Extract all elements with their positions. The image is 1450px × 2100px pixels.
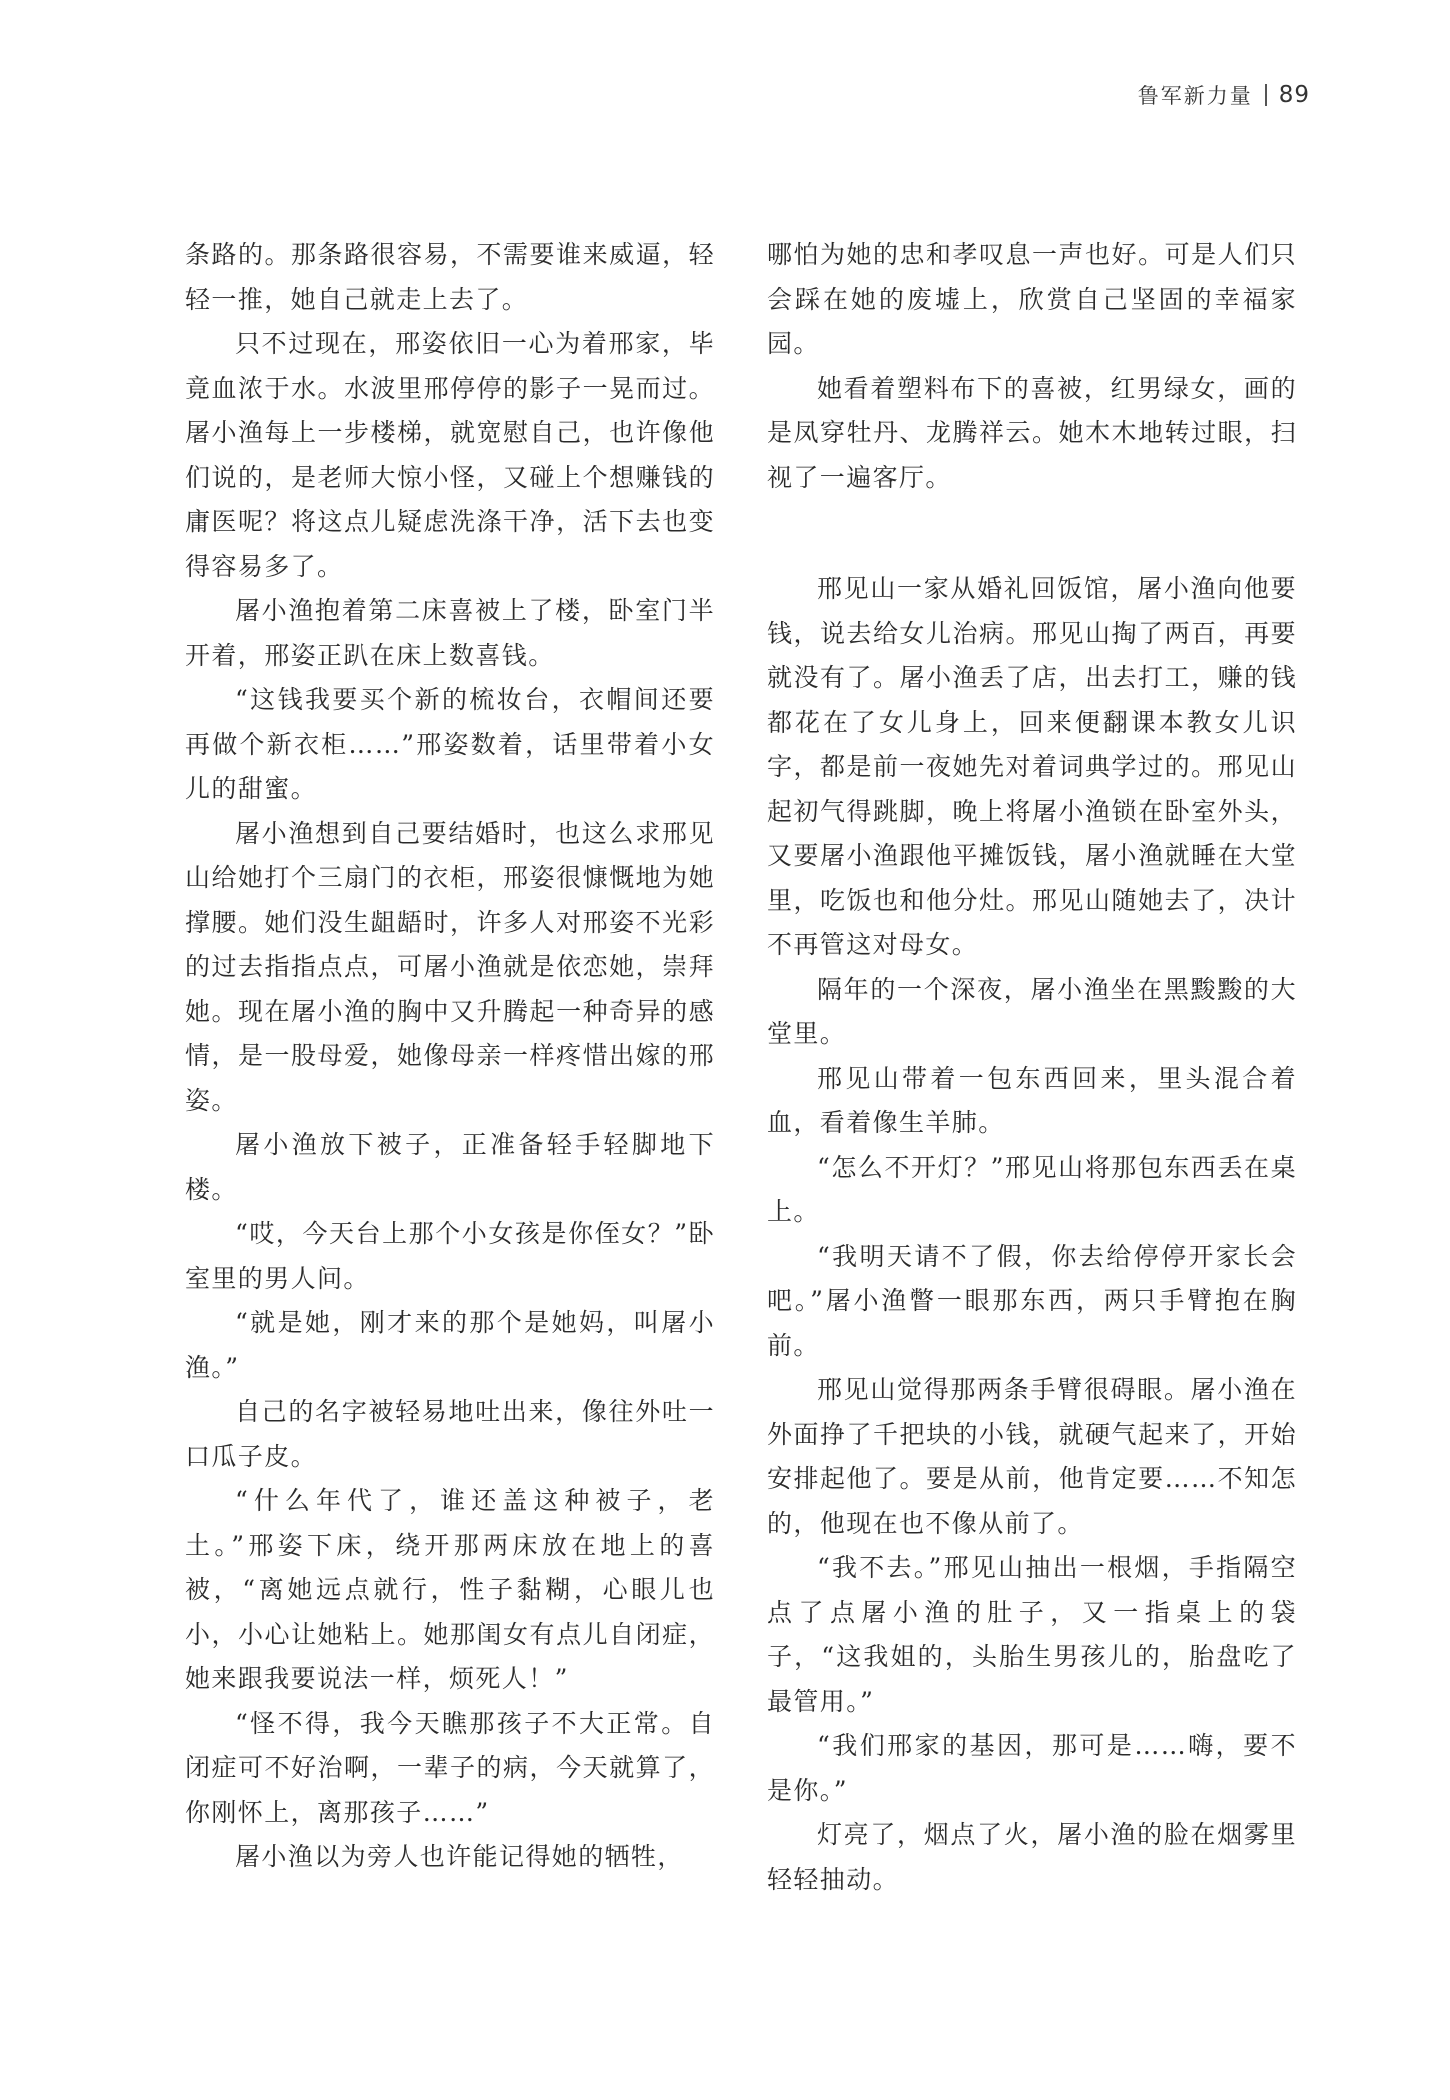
- paragraph: “哎，今天台上那个小女孩是你侄女？”卧室里的男人问。: [185, 1219, 715, 1293]
- right-text-column: [767, 233, 1297, 1902]
- section-break: [767, 500, 1297, 567]
- paragraph: “什么年代了，谁还盖这种被子，老土。”邢姿下床，绕开那两床放在地上的喜被，“离她远点就行，性子黏糊，心眼儿也小，小心让她粘上。她那闺女有点儿自闭症，她来跟我要说法一样，烦死人！”: [185, 1486, 715, 1693]
- paragraph: “怎么不开灯？”邢见山将那包东西丢在桌上。: [767, 1152, 1297, 1226]
- paragraph: “这钱我要买个新的梳妆台，衣帽间还要再做个新衣柜……”邢姿数着，话里带着小女儿的甜蜜。: [185, 685, 715, 803]
- paragraph: 条路的。那条路很容易，不需要谁来威逼，轻轻一推，她自己就走上去了。: [185, 240, 715, 314]
- paragraph: 屠小渔抱着第二床喜被上了楼，卧室门半开着，邢姿正趴在床上数喜钱。: [185, 596, 715, 670]
- paragraph: 自己的名字被轻易地吐出来，像往外吐一口瓜子皮。: [185, 1397, 715, 1471]
- paragraph: “我不去。”邢见山抽出一根烟，手指隔空点了点屠小渔的肚子，又一指桌上的袋子，“这我姐的，头胎生男孩儿的，胎盘吃了最管用。”: [767, 1553, 1297, 1716]
- paragraph: 屠小渔以为旁人也许能记得她的牺牲，: [235, 1842, 684, 1871]
- paragraph: “怪不得，我今天瞧那孩子不大正常。自闭症可不好治啊，一辈子的病，今天就算了，你刚怀上，离那孩子……”: [185, 1708, 715, 1827]
- paragraph: 只不过现在，邢姿依旧一心为着邢家，毕竟血浓于水。水波里邢停停的影子一晃而过。屠小渔每上一步楼梯，就宽慰自己，也许像他们说的，是老师大惊小怪，又碰上个想赚钱的庸医呢？将这点儿疑虑洗涤干净，活下去也变得容易多了。: [185, 329, 715, 581]
- paragraph: 灯亮了，烟点了火，屠小渔的脸在烟雾里轻轻抽动。: [767, 1820, 1297, 1894]
- running-header: [1138, 80, 1310, 110]
- header-divider: [1265, 84, 1267, 106]
- paragraph: “我明天请不了假，你去给停停开家长会吧。”屠小渔瞥一眼那东西，两只手臂抱在胸前。: [767, 1241, 1297, 1360]
- paragraph: 邢见山一家从婚礼回饭馆，屠小渔向他要钱，说去给女儿治病。邢见山掏了两百，再要就没有了。屠小渔丢了店，出去打工，赚的钱都花在了女儿身上，回来便翻课本教女儿识字，都是前一夜她先对着词典学过的。邢见山起初气得跳脚，晚上将屠小渔锁在卧室外头，又要屠小渔跟他平摊饭钱，屠小渔就睡在大堂里，吃饭也和他分灶。邢见山随她去了，决计不再管这对母女。: [767, 574, 1297, 959]
- page-number: 89: [1278, 82, 1310, 108]
- paragraph: 屠小渔想到自己要结婚时，也这么求邢见山给她打个三扇门的衣柜，邢姿很慷慨地为她撑腰。她们没生龃龉时，许多人对邢姿不光彩的过去指指点点，可屠小渔就是依恋她，崇拜她。现在屠小渔的胸中又升腾起一种奇异的感情，是一股母爱，她像母亲一样疼惜出嫁的邢姿。: [185, 818, 715, 1115]
- paragraph: 屠小渔放下被子，正准备轻手轻脚地下楼。: [185, 1130, 715, 1204]
- paragraph: 她看着塑料布下的喜被，红男绿女，画的是凤穿牡丹、龙腾祥云。她木木地转过眼，扫视了一遍客厅。: [767, 373, 1297, 492]
- paragraph: 邢见山带着一包东西回来，里头混合着血，看着像生羊肺。: [767, 1063, 1297, 1137]
- header-section-title: 鲁军新力量: [1137, 84, 1253, 108]
- paragraph: 隔年的一个深夜，屠小渔坐在黑黢黢的大堂里。: [767, 974, 1297, 1048]
- paragraph: 哪怕为她的忠和孝叹息一声也好。可是人们只会踩在她的废墟上，欣赏自己坚固的幸福家园。: [767, 240, 1297, 358]
- paragraph: “我们邢家的基因，那可是……嗨，要不是你。”: [767, 1731, 1297, 1805]
- paragraph: “就是她，刚才来的那个是她妈，叫屠小渔。”: [185, 1308, 715, 1382]
- paragraph: 邢见山觉得那两条手臂很碍眼。屠小渔在外面挣了千把块的小钱，就硬气起来了，开始安排起他了。要是从前，他肯定要……不知怎的，他现在也不像从前了。: [767, 1375, 1297, 1538]
- left-text-column: [185, 233, 715, 1880]
